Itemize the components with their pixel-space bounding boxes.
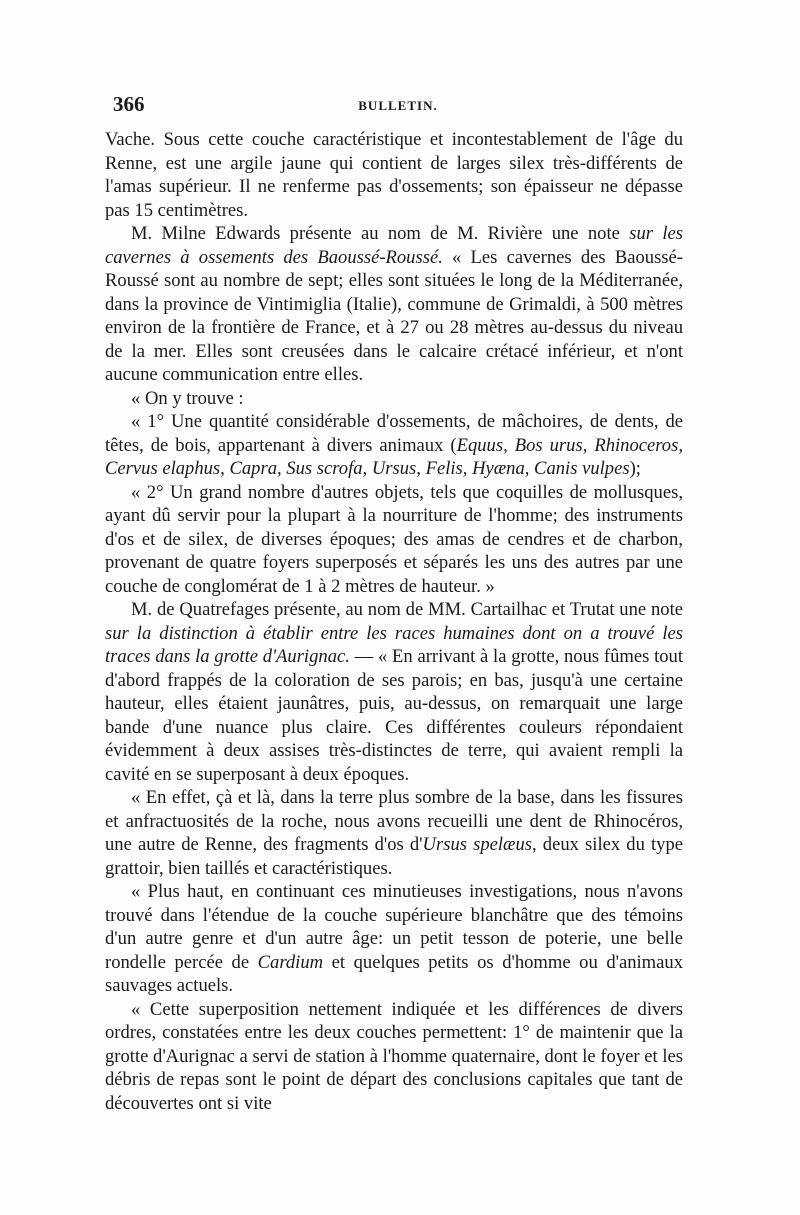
- text-run: « En effet, çà et là, dans la terre plus sombre de la base, dans les fissures et anfractuosités de la roche, nous avons recueilli une dent de Rhinocéros, une autre de Renne, des fragments d'os d': [105, 787, 683, 855]
- text-run: « Plus haut, en continuant ces minutieuses investigations, nous n'avons trouvé dans l'étendue de la couche supérieure blanchâtre que des témoins d'un autre genre et d'un autre âge: un petit tesson de poterie, une belle rondelle percée de: [105, 881, 683, 973]
- paragraph: [105, 481, 683, 599]
- text-run: Vache. Sous cette couche caractéristique et incontestablement de l'âge du Renne, est une argile jaune qui contient de larges silex très-différents de l'amas supérieur. Il ne renferme pas d'ossements; son épaisseur ne dépasse pas 15 centimètres.: [105, 129, 683, 221]
- paragraph: [105, 387, 683, 411]
- paragraph: [105, 598, 683, 786]
- paragraph: [105, 128, 683, 222]
- text-run: — « En arrivant à la grotte, nous fûmes tout d'abord frappés de la coloration de ses parois; en bas, jusqu'à une certaine hauteur, elles étaient jaunâtres, puis, au-dessus, on remarquait une large bande d'une nuance plus claire. Ces différentes couleurs répondaient évidemment à deux assises très-distinctes de terre, qui avaient rempli la cavité en se superposant à deux époques.: [105, 646, 683, 785]
- italic-text: Cardium: [257, 951, 324, 973]
- page-number: 366: [113, 92, 145, 116]
- italic-text: Ursus spelæus: [422, 834, 532, 855]
- text-run: , deux silex du type grattoir, bien taillés et caractéristiques.: [105, 834, 684, 879]
- text-run: « Les cavernes des Baoussé-Roussé sont au nombre de sept; elles sont situées le long de la Méditerranée, dans la province de Vintimiglia (Italie), commune de Grimaldi, à 500 mètres environ de la frontière de France, et à 27 ou 28 mètres au-dessus du niveau de la mer. Elles sont creusées dans le calcaire crétacé inférieur, et n'ont aucune communication entre elles.: [105, 246, 683, 385]
- paragraph: [105, 998, 683, 1116]
- text-run: et quelques petits os d'homme ou d'animaux sauvages actuels.: [105, 951, 683, 996]
- text-run: « Cette superposition nettement indiquée et les différences de divers ordres, constatées entre les deux couches permettent: 1° de maintenir que la grotte d'Aurignac a servi de station à l'homme quaternaire, dont le foyer et les débris de repas sont le point de départ des conclusions capitales que tant de découvertes ont si vite: [105, 998, 683, 1114]
- paragraph: [105, 880, 683, 998]
- body-text: [105, 128, 683, 1115]
- italic-text: sur la distinction à établir entre les races humaines dont on a trouvé les traces dans la grotte d'Aurignac.: [105, 622, 683, 667]
- text-run: « On y trouve :: [131, 387, 244, 409]
- paragraph: [105, 410, 683, 481]
- italic-text: sur les cavernes à ossements des Baoussé-Roussé.: [105, 223, 683, 268]
- page-header: [113, 92, 683, 122]
- paragraph: [105, 222, 683, 387]
- italic-text: Equus, Bos urus, Rhinoceros, Cervus elaphus, Capra, Sus scrofa, Ursus, Felis, Hyæna, Canis vulpes: [105, 434, 683, 479]
- text-run: M. Milne Edwards présente au nom de M. Rivière une note: [131, 223, 630, 244]
- text-run: M. de Quatrefages présente, au nom de MM. Cartailhac et Trutat une note: [131, 599, 683, 620]
- paragraph: [105, 786, 683, 880]
- running-head: BULLETIN.: [358, 98, 438, 113]
- text-run: « 2° Un grand nombre d'autres objets, tels que coquilles de mollusques, ayant dû servir pour la plupart à la nourriture de l'homme; des instruments d'os et de silex, de diverses époques; des amas de cendres et de charbon, provenant de quatre foyers superposés et séparés les uns des autres par une couche de conglomérat de 1 à 2 mètres de hauteur. »: [105, 481, 683, 597]
- text-run: « 1° Une quantité considérable d'ossements, de mâchoires, de dents, de têtes, de bois, appartenant à divers animaux (: [105, 411, 683, 456]
- text-run: );: [629, 458, 641, 479]
